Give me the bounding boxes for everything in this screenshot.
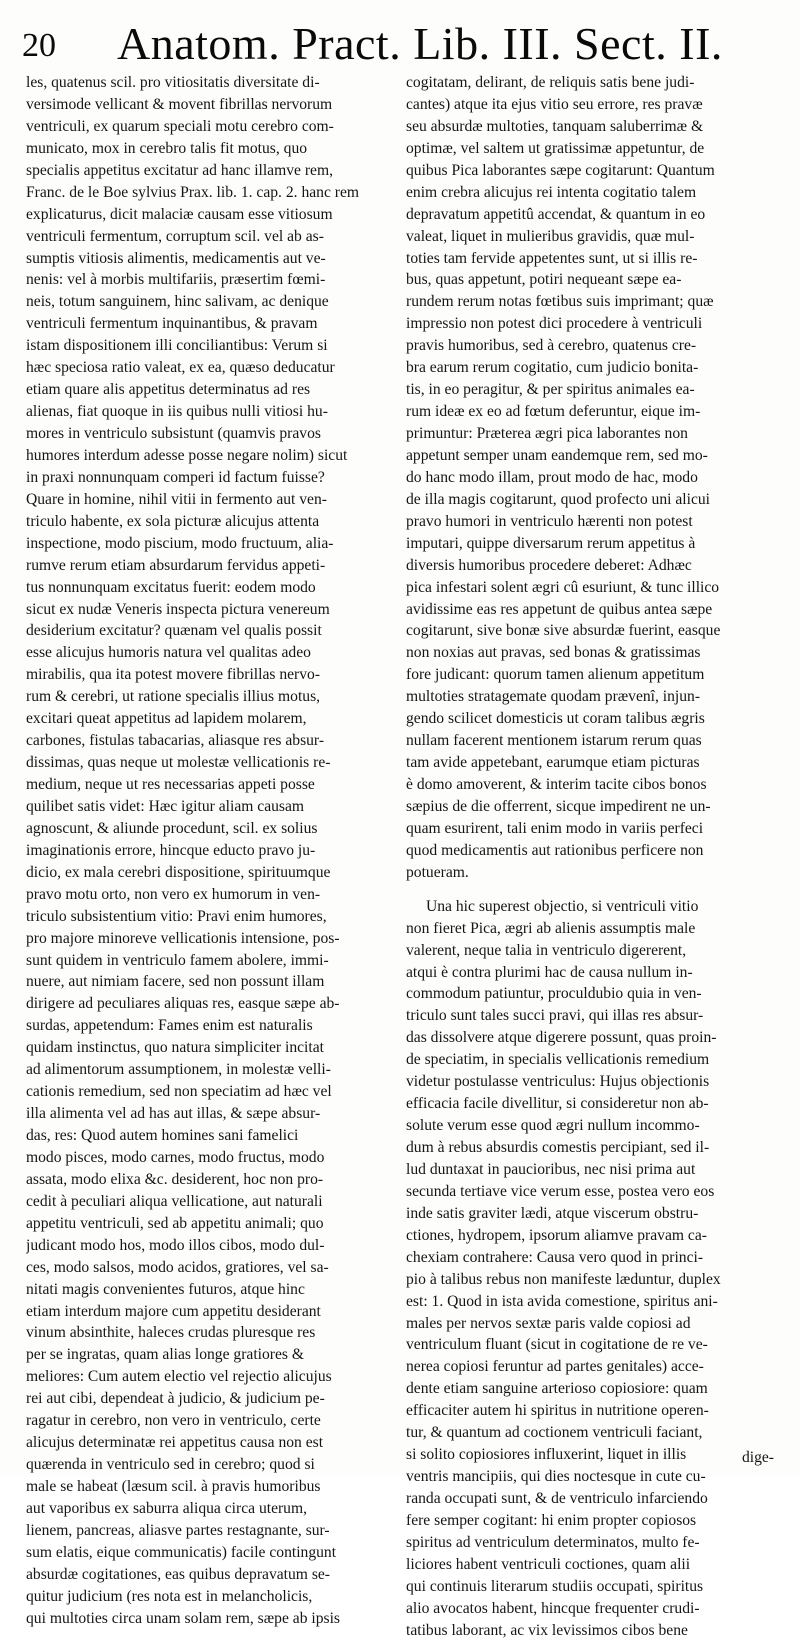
text-line: de speciatim, in specialis vellicationis remedium [406, 1051, 710, 1069]
text-line: impressio non potest dici procedere à ventriculi [406, 315, 703, 333]
text-line: alienas, fiat quoque in iis quibus nulli vitiosi hu- [26, 403, 328, 421]
text-line: illa alimenta vel ad has aut illas, & sæpe absur- [26, 1105, 321, 1123]
text-line: municato, mox in cerebro talis fit motus, quo [26, 139, 308, 157]
text-line: tatibus laborant, ac vix levissimos cibos bene [406, 1621, 688, 1639]
catchword: dige- [741, 1449, 774, 1466]
text-line: bra earum rerum cogitatio, cum judicio bonita- [406, 359, 699, 377]
text-line: etiam interdum majore cum appetitu desiderant [26, 1302, 321, 1320]
text-line: mores in ventriculo subsistunt (quamvis pravos [26, 425, 321, 442]
text-line: alio avocatos habent, hincque frequenter crudi- [406, 1599, 700, 1617]
text-line: qui continuis literarum studiis occupati, spiritus [406, 1577, 704, 1595]
text-line: enim crebra alicujus rei intenta cogitatio talem [406, 183, 697, 201]
text-line: nitati magis convenientes futuros, atque hinc [26, 1280, 305, 1298]
text-line: male se habeat (læsum scil. à pravis humoribus [26, 1478, 321, 1495]
text-line: dissimas, quas neque ut molestæ vellicationis re- [26, 754, 331, 772]
running-title: Anatom. Pract. Lib. III. Sect. II. [117, 18, 723, 69]
text-line: tam avide appetebant, earumque etiam picturas [406, 754, 700, 772]
text-line: cedit à peculiari aliqua vellicatione, aut naturali [26, 1192, 323, 1210]
text-line: Franc. de le Boe sylvius Prax. lib. 1. cap. 2. hanc rem [26, 183, 360, 201]
text-line: fere semper cogitant: hi enim propter copiosos [406, 1511, 697, 1529]
page-number: 20 [22, 27, 56, 64]
text-line: ventris mancipiis, qui dies noctesque in cute cu- [406, 1468, 706, 1486]
text-line: medium, neque ut res necessarias appeti posse [26, 776, 315, 793]
text-line: nerea copiosi feruntur ad partes genitales) acce- [406, 1358, 704, 1376]
text-line: tis, in eo peragitur, & per spiritus animales ea- [406, 381, 695, 399]
text-line: multoties stratagemate quodam prævenî, injun- [406, 688, 701, 706]
text-line: desiderium excitatur? quænam vel qualis possit [26, 622, 322, 640]
text-line: pravo motu orto, non vero ex humorum in ven- [26, 885, 321, 903]
text-line: non noxias aut pravas, sed bonas & gratissimas [406, 644, 701, 662]
text-line: pravis humoribus, sed à cerebro, quatenus cre- [406, 337, 697, 355]
text-line: liciores habent ventriculi coctiones, quam alii [406, 1555, 691, 1573]
text-line: aut vaporibus ex saburra aliqua circa uterum, [26, 1499, 308, 1517]
text-line: rum ideæ ex eo ad fœtum deferuntur, eique im- [406, 403, 701, 421]
text-line: spiritus ad ventriculum determinatos, multo fe- [406, 1533, 700, 1551]
text-line: efficacia facile divellitur, si consideretur non ab- [406, 1095, 709, 1113]
text-line: atqui è contra plurimi hac de causa nullum in- [406, 963, 693, 981]
text-line: potueram. [406, 863, 469, 881]
text-line: ad alimentorum assumptionem, in molestæ velli- [26, 1061, 331, 1079]
text-line: valeat, liquet in mulieribus gravidis, quæ mul- [406, 227, 695, 245]
text-line: dicio, ex mala cerebri dispositione, spirituumque [26, 863, 331, 881]
text-line: explicaturus, dicit malaciæ causam esse vitiosum [26, 205, 333, 223]
text-line: esse alicujus humoris natura vel qualitas adeo [26, 644, 311, 662]
text-line: sumptis vitiosis alimentis, medicamentis aut ve- [26, 249, 326, 267]
text-line: sum elatis, eique communicatis) facile contingunt [26, 1543, 337, 1561]
text-line: humores interdum adesse posse negare nolim) sicut [26, 446, 348, 464]
text-line: commodum patiuntur, proculdubio quia in ven- [406, 985, 702, 1003]
text-line: pio à talibus rebus non manifeste læduntur, duplex [406, 1270, 721, 1288]
text-line: hæc speciosa ratio valeat, ex ea, quæso deducatur [26, 359, 335, 377]
text-line: bus, quas appetunt, potiri nequeant sæpe ea- [406, 271, 682, 289]
text-line: triculo subsistentium vitio: Pravi enim humores, [26, 907, 327, 925]
text-line: cogitatam, delirant, de reliquis satis bene judi- [406, 74, 695, 91]
text-line: alicujus determinatæ rei appetitus causa non est [26, 1434, 324, 1452]
text-line: seu absurdæ multoties, tanquam saluberrimæ & [406, 117, 704, 135]
text-line: inspectione, modo piscium, modo fructuum, alia- [26, 534, 334, 552]
text-line: judicant modo hos, modo illos cibos, modo dul- [26, 1236, 325, 1254]
text-line: neis, totum sanguinem, hinc salivam, ac denique [26, 293, 329, 311]
text-line: depravatum appetitû accendat, & quantum in eo [406, 205, 706, 223]
text-line: quilibet satis videt: Hæc igitur aliam causam [26, 797, 305, 815]
text-line: qui multoties circa unam solam rem, sæpe ab ipsis [26, 1609, 340, 1627]
text-line: appetitu ventriculi, sed ab appetitu animali; quo [26, 1214, 324, 1232]
text-line: appetunt semper unam eandemque rem, sed mo- [406, 446, 708, 464]
text-line: pravo humori in ventriculo hærenti non potest [406, 512, 693, 530]
text-line: istam dispositionem illi conciliantibus: Verum si [26, 337, 328, 355]
text-line: das, res: Quod autem homines sani famelici [26, 1127, 299, 1144]
paragraph-gap [406, 884, 770, 896]
text-line: in praxi nonnunquam comperi id factum fuisse? [26, 468, 325, 486]
text-line: lienem, pancreas, aliasve partes restagnante, sur- [26, 1521, 330, 1539]
text-line: les, quatenus scil. pro vitiositatis diversitate di- [26, 74, 320, 91]
text-line: ventriculi fermentum inquinantibus, & pravam [26, 315, 318, 333]
text-line: est: 1. Quod in ista avida comestione, spiritus ani- [406, 1292, 718, 1310]
text-line: ragatur in cerebro, non vero in ventriculo, certe [26, 1412, 321, 1430]
text-line: surdas, appetendum: Fames enim est naturalis [26, 1017, 313, 1035]
text-line: tus nonnunquam excitatus fuerit: eodem modo [26, 578, 316, 596]
text-line: sunt quidem in ventriculo famem abolere, immi- [26, 951, 329, 969]
text-line: optimæ, vel saltem ut gratissimæ appetuntur, de [406, 139, 705, 157]
text-line: efficaciter autem hi spiritus in nutritione operen- [406, 1402, 709, 1420]
page-header [22, 18, 782, 70]
text-line: non fieret Pica, ægri ab alienis assumptis male [406, 919, 696, 937]
text-line: males per nervos sextæ paris valde copiosi ad [406, 1314, 691, 1332]
text-line: randa occupati sunt, & de ventriculo infarciendo [406, 1490, 708, 1507]
text-line: gendo scilicet domesticis ut coram talibus ægris [406, 710, 705, 728]
text-line: quod medicamentis aut rationibus perficere non [406, 841, 704, 859]
text-line: nenis: vel à morbis multifariis, præsertim fœmi- [26, 271, 326, 289]
text-line: mirabilis, qua ita potest movere fibrillas nervo- [26, 666, 321, 684]
text-line: secunda tertiave vice verum esse, postea vero eos [406, 1182, 715, 1200]
text-line: fore judicant: quorum tamen alienum appetitum [406, 666, 705, 684]
text-line: ventriculi fermentum, corruptum scil. vel ab as- [26, 227, 324, 245]
text-line: sicut ex nudæ Veneris inspecta pictura venereum [26, 600, 330, 618]
text-line: solute verum esse quod ægri nullum incommo- [406, 1117, 700, 1135]
text-line: pica infestari solent ægri cû esuriunt, & tunc illico [406, 578, 720, 596]
text-line: dum à rebus absurdis comestis percipiant, sed il- [406, 1139, 710, 1156]
right-column-paragraph-2 [406, 896, 770, 1642]
text-line: si solito copiosiores influxerint, liquet in illis [406, 1446, 687, 1464]
text-line: triculo sunt tales succi pravi, qui illas res absur- [406, 1007, 704, 1025]
text-line: ventriculi, ex quarum speciali motu cerebro com- [26, 117, 334, 135]
text-line: chexiam contrahere: Causa vero quod in princi- [406, 1248, 704, 1266]
text-line: excitari queat appetitus ad lapidem molarem, [26, 710, 307, 728]
text-line: lud duntaxat in paucioribus, nec nisi prima aut [406, 1160, 696, 1178]
text-line: absurdæ cogitationes, eas quibus depravatum se- [26, 1565, 331, 1583]
text-line: pro majore minoreve vellicationis intensione, pos- [26, 929, 340, 947]
text-line: etiam quare alis appetitus determinatus ad res [26, 381, 311, 399]
text-line: cogitarunt, sive bonæ sive absurdæ fuerint, easque [406, 622, 721, 640]
text-line: quærenda in ventriculo sed in cerebro; quod si [26, 1456, 315, 1474]
text-line: specialis appetitus excitatur ad hanc illamve rem, [26, 161, 333, 179]
text-line: rei aut cibi, dependeat à judicio, & judicium pe- [26, 1390, 325, 1408]
right-column [406, 72, 770, 1642]
text-line: rum & cerebri, ut ratione specialis illius motus, [26, 688, 321, 706]
text-line: primuntur: Præterea ægri pica laborantes non [406, 425, 688, 442]
text-line: è domo amoverent, & interim tacite cibos bonos [406, 776, 707, 793]
right-column-paragraph-1 [406, 72, 770, 884]
text-line: das dissolvere atque digerere possunt, quas proin- [406, 1029, 717, 1047]
text-line: avidissime eas res appetunt de quibus antea sæpe [406, 600, 713, 618]
text-line: valerent, neque talia in ventriculo digererent, [406, 941, 687, 959]
text-line: nullam facerent mentionem istarum rerum quas [406, 732, 702, 750]
text-line: ctiones, hydropem, ipsorum aliamve pravam ca- [406, 1226, 707, 1244]
text-line: quibus Pica laborantes sæpe cogitarunt: Quantum [406, 161, 715, 179]
text-line: do hanc modo illam, prout modo de hac, modo [406, 468, 698, 486]
text-line: Una hic superest objectio, si ventriculi vitio [426, 897, 699, 915]
text-line: sæpius de die offerrent, sicque impedirent ne un- [406, 797, 711, 815]
text-line: videtur postulasse ventriculus: Hujus objectionis [406, 1073, 710, 1091]
text-line: de illa magis cogitarunt, quod profecto uni alicui [406, 490, 710, 508]
text-line: dente etiam sanguine arterioso copiosiore: quam [406, 1380, 708, 1398]
text-line: cantes) atque ita ejus vitio seu errore, res pravæ [406, 95, 703, 113]
text-line: carbones, fistulas tabacarias, aliasque res absur- [26, 732, 325, 750]
text-line: tur, & quantum ad coctionem ventriculi faciant, [406, 1424, 703, 1442]
text-line: imaginationis errore, hincque educto pravo ju- [26, 841, 316, 859]
text-line: nuere, aut nimiam facere, sed non possunt illam [26, 973, 325, 991]
text-line: triculo habente, ex sola picturæ alicujus attenta [26, 512, 320, 530]
text-line: cationis remedium, sed non speciatim ad hæc vel [26, 1083, 332, 1101]
text-line: Quare in homine, nihil vitii in fermento aut ven- [26, 490, 327, 508]
text-line: quitur judicium (res nota est in melancholicis, [26, 1587, 313, 1605]
text-line: assata, modo elixa &c. desiderent, hoc non pro- [26, 1170, 324, 1188]
text-line: quam esurirent, tali enim modo in variis perfeci [406, 819, 704, 837]
text-line: vinum absinthite, haleces crudas pluresque res [26, 1324, 316, 1342]
text-line: toties tam fervide appetentes sunt, ut si illis re- [406, 249, 698, 267]
text-line: imputari, quippe diversarum rerum appetitus à [406, 534, 696, 552]
text-line: meliores: Cum autem electio vel rejectio alicujus [26, 1368, 332, 1386]
text-line: rundem rerum notas fœtibus suis imprimant; quæ [406, 293, 714, 311]
text-line: versimode vellicant & movent fibrillas nervorum [26, 95, 333, 113]
text-line: inde satis graviter lædi, atque viscerum obstru- [406, 1204, 699, 1222]
text-line: ventriculum fluant (sicut in cogitatione de re ve- [406, 1336, 708, 1354]
text-line: per se ingratas, quam alias longe gratiores & [26, 1346, 304, 1364]
text-line: dirigere ad peculiares aliquas res, easque sæpe ab- [26, 995, 340, 1013]
text-line: quidam instinctus, quo natura simpliciter incitat [26, 1039, 324, 1057]
text-line: diversis humoribus procedere deberet: Adhæc [406, 556, 692, 574]
text-line: agnoscunt, & aliunde procedunt, scil. ex solius [26, 819, 318, 837]
text-line: modo pisces, modo carnes, modo fructus, modo [26, 1148, 325, 1166]
text-line: ces, modo salsos, modo acidos, gratiores, vel sa- [26, 1258, 329, 1276]
left-column [26, 72, 390, 1630]
text-line: rumve rerum etiam absurdarum fervidus appeti- [26, 556, 326, 574]
